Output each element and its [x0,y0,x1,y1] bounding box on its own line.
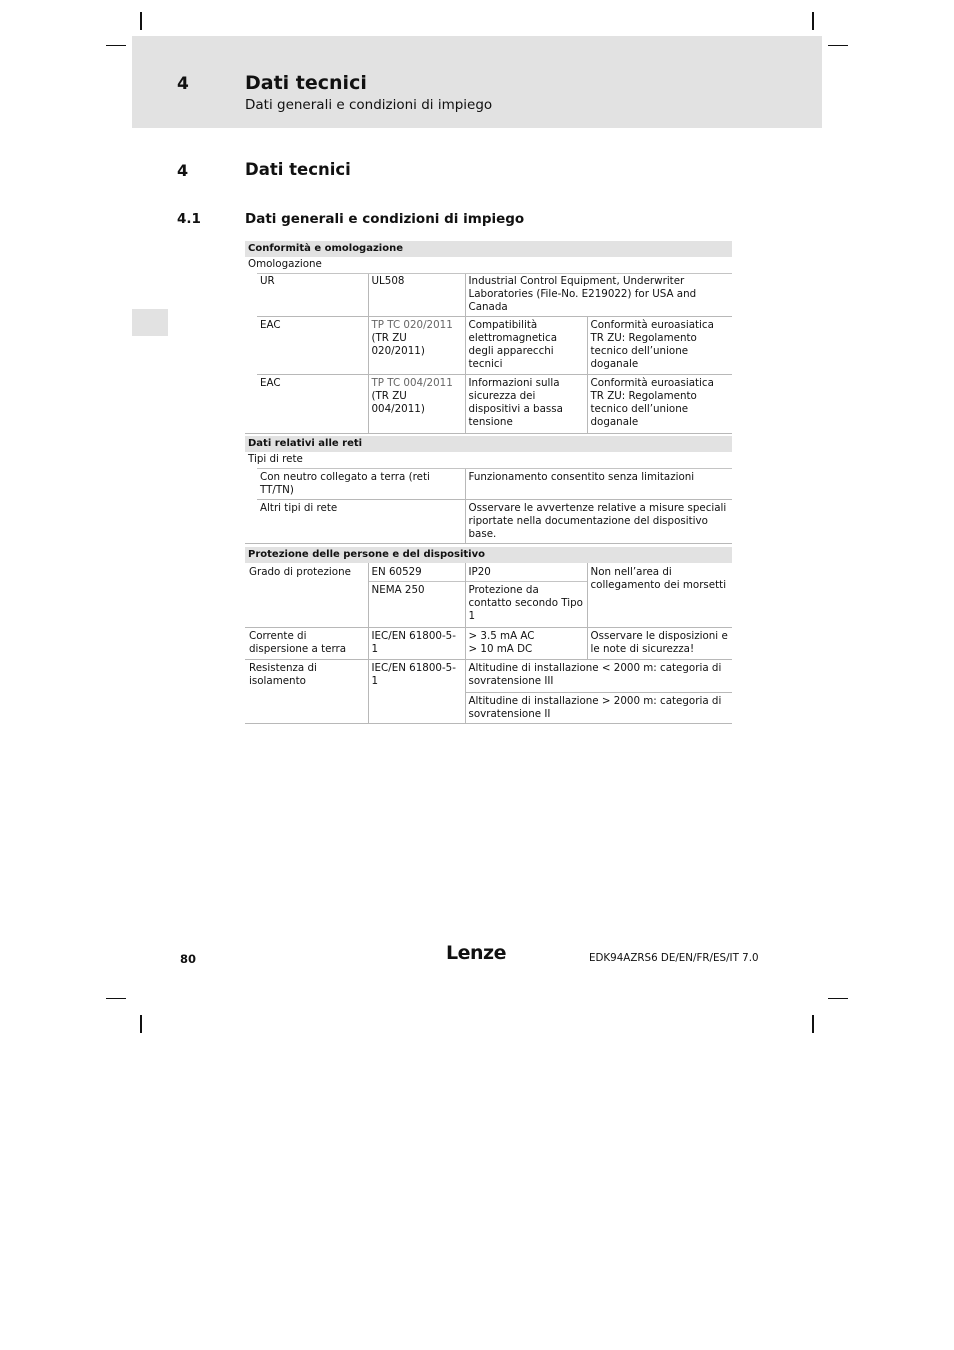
leakage-value-ac: > 3.5 mA AC [468,630,535,642]
protection-heading: Protezione delle persone e del dispositivo [245,547,732,563]
lenze-logo: Lenze [446,942,506,964]
approval-note-line2: TR ZU: Regolamento tecnico dell’unione doganale [590,390,697,428]
approvals-table [245,241,732,435]
approval-standard-cell [368,375,465,434]
table-row [245,317,732,375]
network-type-value: Funzionamento consentito senza limitazioni [465,469,732,500]
table-row [245,563,732,582]
table-row [245,274,732,317]
approval-description: Industrial Control Equipment, Underwriter Laboratories (File-No. E219022) for USA and Canada [465,274,732,317]
approval-note-cell [587,317,732,375]
leakage-note: Osservare le disposizioni e le note di sicurezza! [587,628,732,660]
network-type-label: Altri tipi di rete [260,502,338,514]
crop-mark [140,1015,142,1033]
approval-standard-cell [368,317,465,375]
approval-standard: TP TC 004/2011 [371,377,453,389]
approval-standard-alt: (TR ZU 020/2011) [371,332,425,357]
network-type-value: Osservare le avvertenze relative a misure speciali riportate nella documentazione del dispositivo base. [465,500,732,544]
chapter-thumb-tab [132,309,168,336]
approval-standard: TP TC 020/2011 [371,319,453,331]
approval-label: UR [257,274,368,317]
approval-description: Compatibilità elettromagnetica degli apparecchi tecnici [465,317,587,375]
header-subtitle: Dati generali e condizioni di impiego [245,97,493,113]
networks-group-label: Tipi di rete [248,453,303,465]
table-row [245,469,732,500]
networks-table [245,436,732,545]
protection-degree-label: Grado di protezione [245,563,368,628]
leakage-label: Corrente di dispersione a terra [245,628,368,660]
table-row [245,257,732,274]
protection-degree-val2: Protezione da contatto secondo Tipo 1 [465,582,587,628]
insulation-value2: Altitudine di installazione > 2000 m: categoria di sovratensione II [465,693,732,724]
table-row [245,628,732,660]
page-number: 80 [180,952,197,966]
table-bottom-rule [245,724,732,726]
insulation-std: IEC/EN 61800-5-1 [368,660,465,724]
crop-mark [812,12,814,30]
document-reference: EDK94AZRS6 DE/EN/FR/ES/IT 7.0 [589,952,759,964]
crop-mark [106,998,126,999]
subsection-number: 4.1 [177,211,201,227]
insulation-label: Resistenza di isolamento [249,662,317,687]
approval-standard-alt: (TR ZU 004/2011) [371,390,425,415]
table-bottom-rule [245,544,732,546]
approval-note-line1: Conformità euroasiatica [590,377,714,389]
protection-degree-std1: EN 60529 [368,563,465,582]
table-section-header [245,547,732,563]
crop-mark [812,1015,814,1033]
approval-note-line1: Conformità euroasiatica [590,319,714,331]
header-chapter-title: Dati tecnici [245,72,367,94]
protection-degree-val1: IP20 [465,563,587,582]
table-section-header [245,436,732,452]
leakage-std: IEC/EN 61800-5-1 [368,628,465,660]
crop-mark [828,45,848,46]
approvals-group-label: Omologazione [248,258,322,270]
approval-note-cell [587,375,732,434]
protection-degree-std2: NEMA 250 [368,582,465,628]
crop-mark [106,45,126,46]
crop-mark [828,998,848,999]
crop-mark [140,12,142,30]
table-section-header [245,241,732,257]
section-number: 4 [177,161,189,180]
table-row [245,500,732,544]
leakage-value-dc: > 10 mA DC [468,643,533,655]
header-chapter-number: 4 [177,74,189,94]
approval-label: EAC [260,377,281,389]
networks-heading: Dati relativi alle reti [245,436,732,452]
protection-degree-note: Non nell’area di collegamento dei morsetti [587,563,732,628]
section-title: Dati tecnici [245,160,351,179]
table-row [245,660,732,693]
running-header [132,36,822,128]
table-row [245,452,732,469]
leakage-values [465,628,587,660]
protection-table [245,547,732,725]
approval-label: EAC [257,317,368,375]
approval-description: Informazioni sulla sicurezza dei dispositivi a bassa tensione [465,375,587,434]
table-bottom-rule [245,434,732,436]
approval-note-line2: TR ZU: Regolamento tecnico dell’unione doganale [590,332,697,370]
insulation-value1: Altitudine di installazione < 2000 m: categoria di sovratensione III [465,660,732,693]
subsection-title: Dati generali e condizioni di impiego [245,211,525,227]
table-row [245,375,732,434]
network-type-label: Con neutro collegato a terra (reti TT/TN) [257,469,465,500]
approval-standard: UL508 [368,274,465,317]
approvals-heading: Conformità e omologazione [245,241,732,257]
